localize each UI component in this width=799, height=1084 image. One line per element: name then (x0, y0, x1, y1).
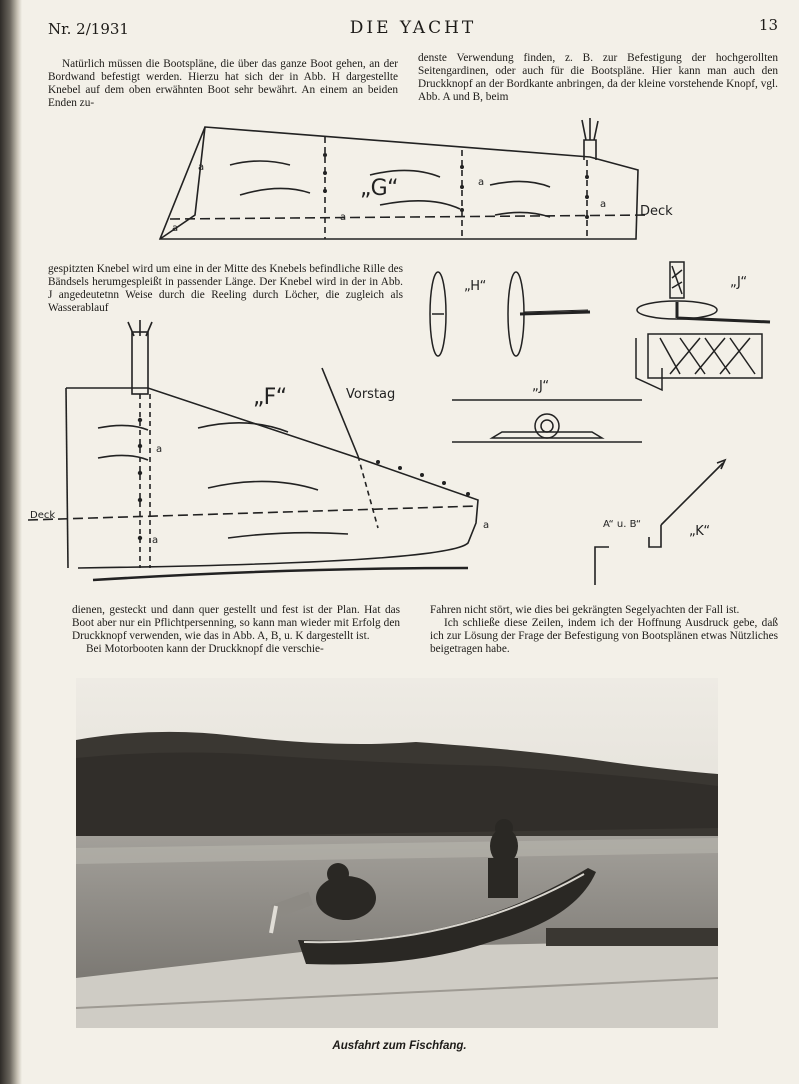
text-bottom-right (430, 604, 778, 656)
paragraph: Bei Motorbooten kann der Druckknopf die verschie- (86, 643, 324, 656)
figure-g-a-label: a (478, 177, 485, 188)
paragraph: denste Verwendung finden, z. B. zur Befestigung der hochgerollten Seitengardinen, oder auch für die Bootspläne. Hier kann man auch den Druckknopf an der Bordkante anbringen, da der kleine vorstehende Knopf, vgl. Abb. A und B, beim (418, 52, 778, 104)
photo-caption: Ausfahrt zum Fischfang. (332, 1040, 467, 1052)
text-bottom-left (72, 604, 400, 656)
figure-f-a-label: a (156, 444, 163, 455)
figure-f-a-label: a (152, 535, 159, 546)
paragraph: Natürlich müssen die Bootspläne, die über das ganze Boot gehen, an der Bordwand befestigt werden. Hierzu hat sich der in Abb. H dargestellte Knebel auf dem oben erwähnten Boot sehr bewährt. An einem an beiden Enden zu- (48, 58, 398, 110)
magazine-title: DIE YACHT (349, 18, 477, 38)
figure-g-label: „G“ (360, 176, 399, 201)
figure-j-bottom-sketch (452, 372, 652, 447)
page-header (48, 14, 778, 42)
figure-j-bottom-label: „J“ (532, 379, 550, 394)
figure-k-ab-label: A“ u. B“ (603, 519, 642, 530)
figure-g-a-label: a (340, 212, 347, 223)
figure-j-top-label: „J“ (730, 275, 748, 290)
issue-number: Nr. 2/1931 (48, 20, 129, 38)
photo-image (76, 678, 718, 1028)
paragraph: dienen, gesteckt und dann quer gestellt und fest ist der Plan. Hat das Boot aber nur ein Pflichtpersenning, so kann man wieder mit Erfolg den Druckknopf verwenden, wie das in Abb. A, B, u. K dargestellt ist. (72, 604, 400, 643)
fishing-trip-photo (76, 678, 718, 1028)
figure-f-deck-label: Deck (30, 510, 56, 521)
figure-g-sketch (150, 115, 710, 250)
text-intro-left (48, 58, 398, 110)
figure-h-label: „H“ (464, 279, 487, 294)
paragraph: gespitzten Knebel wird um eine in der Mitte des Knebels befindliche Rille des Bändsels herumgespleißt in passender Länge. Der Knebel wird in der in Abb. J angedeutetnn Weise durch die Reeling durch Löcher, die zugleich als Wasserablauf (48, 263, 403, 315)
page-number: 13 (758, 16, 778, 34)
figure-k-label: „K“ (689, 524, 711, 539)
text-intro-right (418, 52, 778, 104)
figure-f-label: „F“ (253, 385, 288, 410)
figure-f-vorstag-label: Vorstag (346, 387, 396, 402)
paragraph: Fahren nicht stört, wie dies bei gekrängten Segelyachten der Fall ist. (430, 604, 740, 616)
figure-j-top-sketch (630, 258, 780, 398)
figure-g-a-label: a (172, 223, 179, 234)
figure-g-a-label: a (600, 199, 607, 210)
figure-f-sketch (28, 328, 508, 593)
book-spine-shadow (0, 0, 22, 1084)
text-knebel (48, 263, 403, 315)
figure-g-a-label: a (198, 162, 205, 173)
figure-f-a-label: a (483, 520, 490, 531)
figure-g-deck-label: Deck (640, 204, 673, 219)
figure-k-sketch (585, 455, 745, 590)
paragraph: Ich schließe diese Zeilen, indem ich der Hoffnung Ausdruck gebe, daß ich zur Lösung der Frage der Befestigung von Bootsplänen etwas Nützliches beigetragen habe. (430, 617, 778, 656)
